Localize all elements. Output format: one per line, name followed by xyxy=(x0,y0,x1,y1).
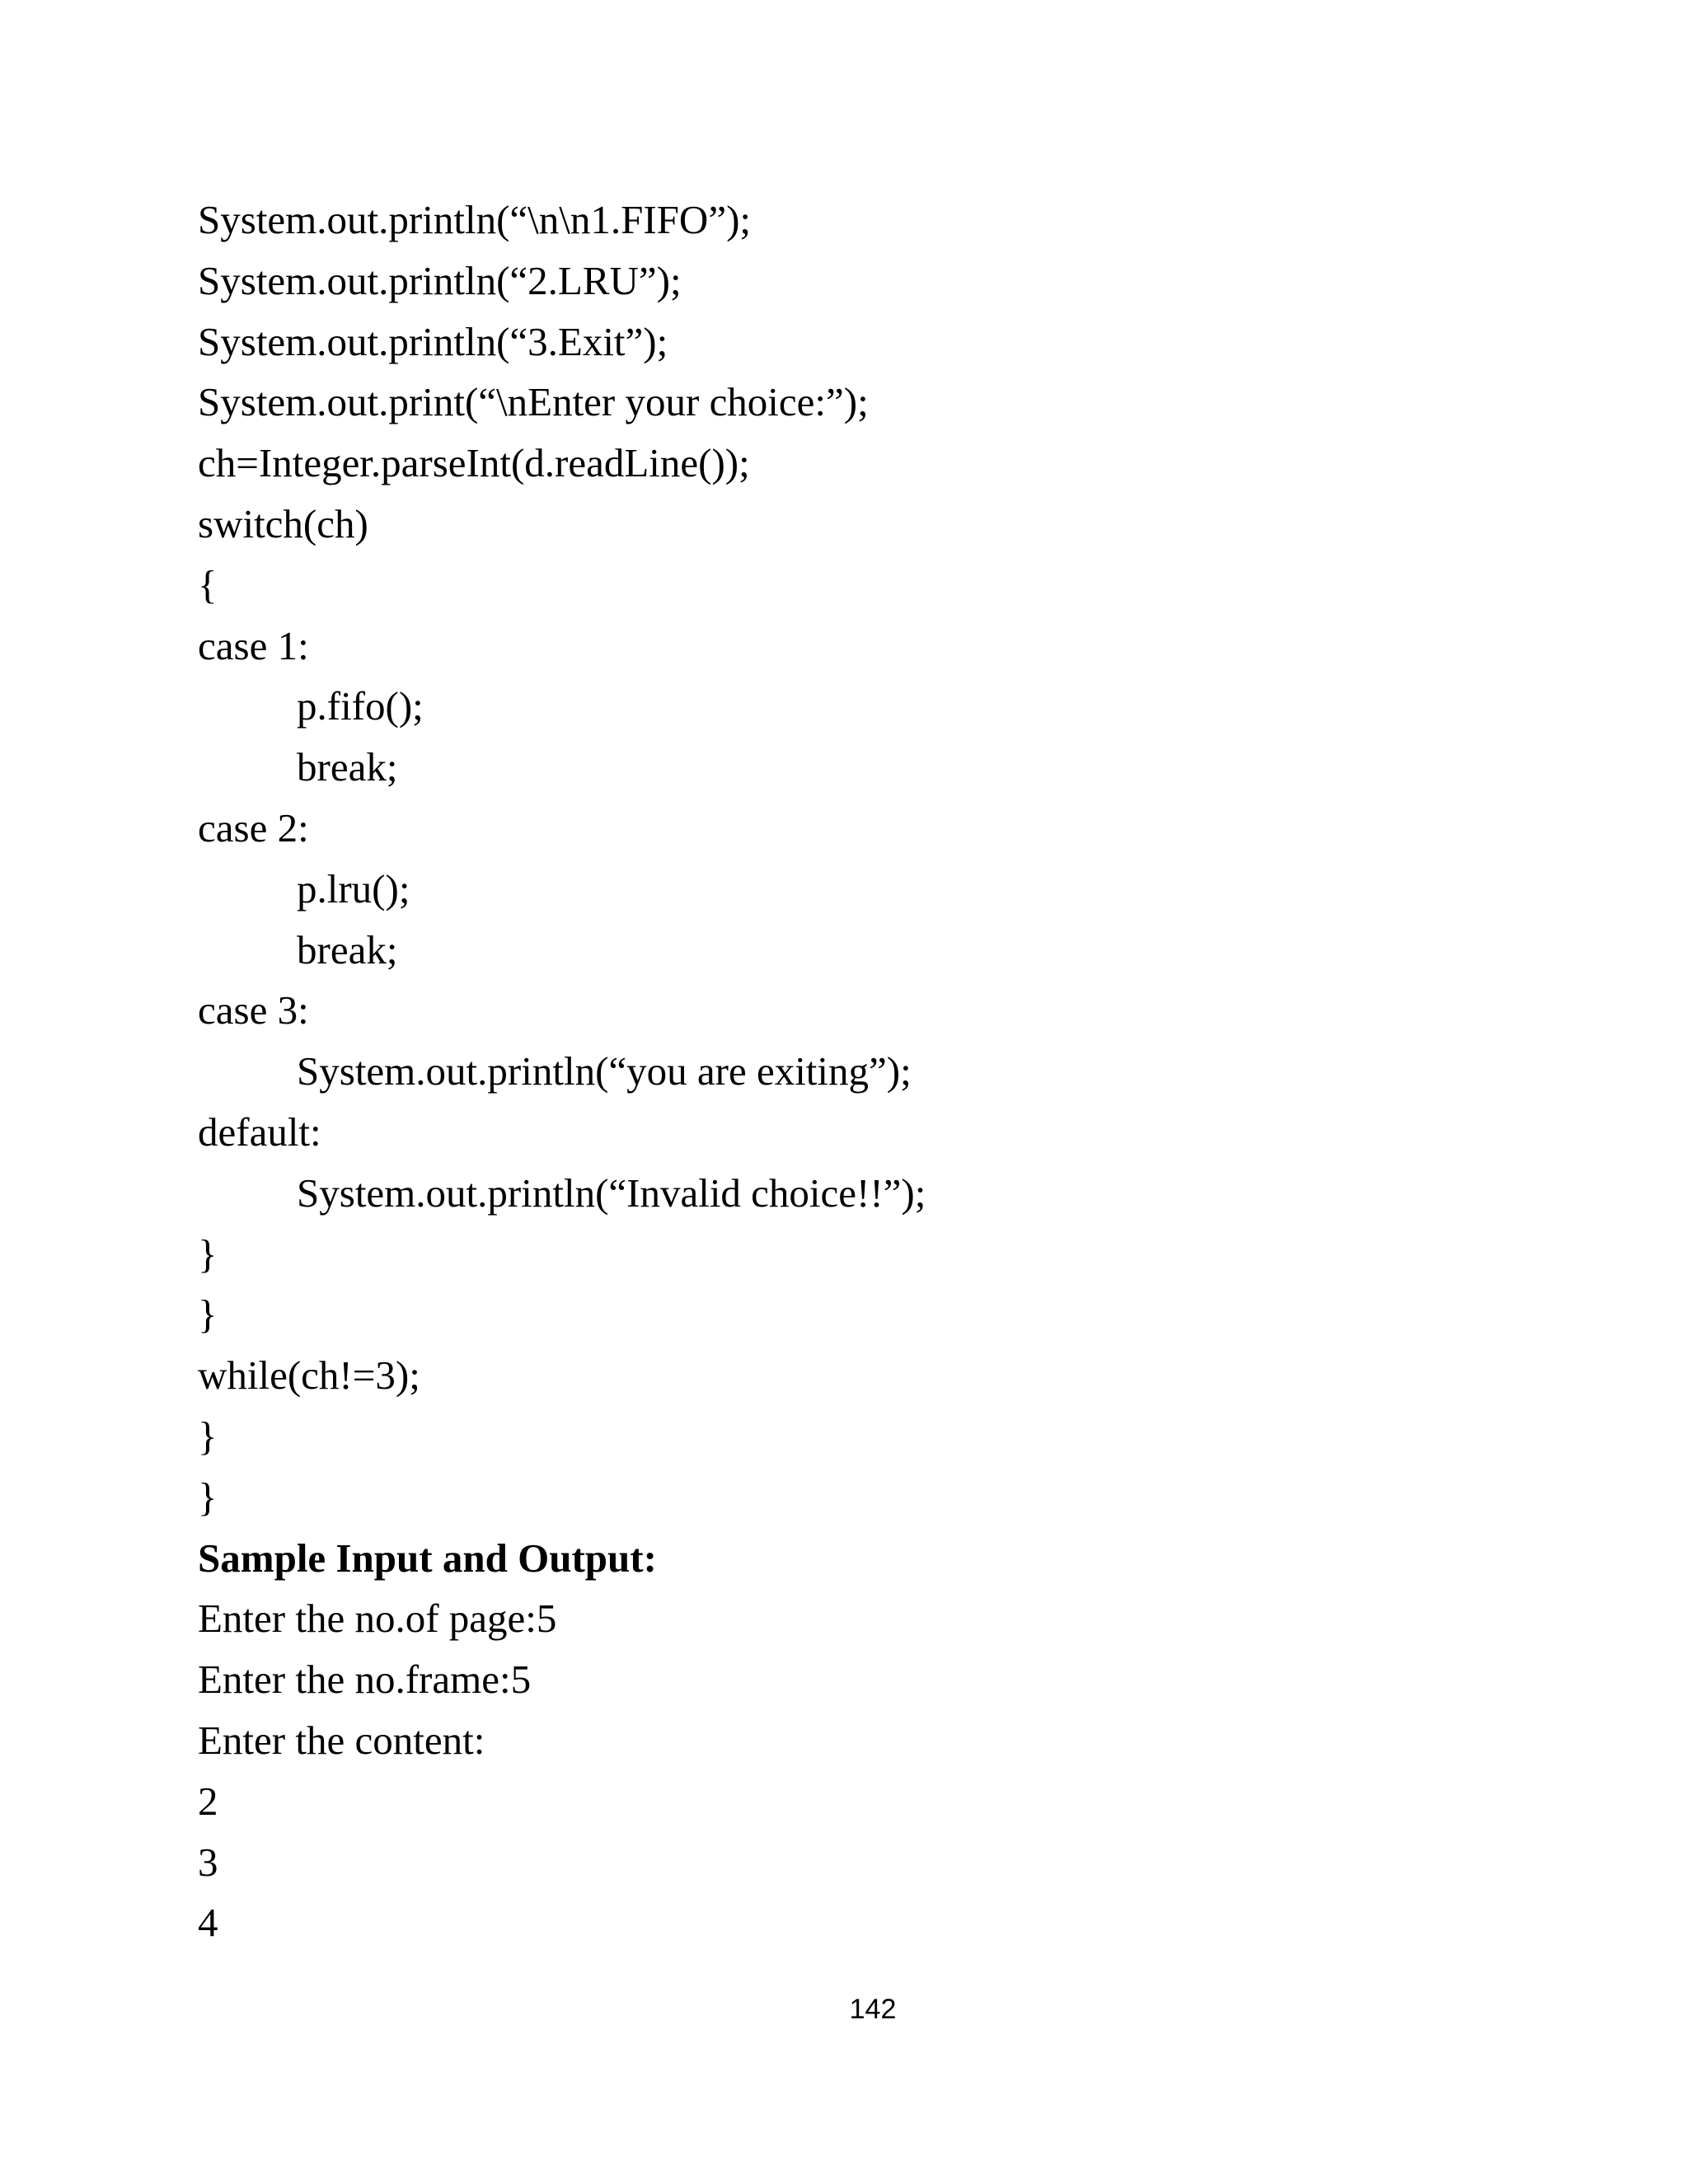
code-line: } xyxy=(198,1474,218,1520)
code-line: ch=Integer.parseInt(d.readLine()); xyxy=(198,440,750,486)
code-line: { xyxy=(198,561,218,607)
code-line: break; xyxy=(297,744,398,790)
page-number: 142 xyxy=(849,1994,897,2025)
code-line: case 1: xyxy=(198,622,309,668)
code-line: System.out.println(“Invalid choice!!”); xyxy=(297,1169,926,1216)
code-line: } xyxy=(198,1230,218,1277)
code-line: break; xyxy=(297,926,398,972)
sample-line: 2 xyxy=(198,1778,218,1824)
page-content xyxy=(198,190,1517,1953)
code-line: System.out.println(“\n\n1.FIFO”); xyxy=(198,197,751,242)
code-line: default: xyxy=(198,1108,321,1155)
sample-line: Enter the no.of page:5 xyxy=(198,1596,557,1642)
code-line: System.out.println(“you are exiting”); xyxy=(297,1048,912,1094)
code-line: case 2: xyxy=(198,804,309,851)
sample-line: 3 xyxy=(198,1839,218,1885)
code-line: switch(ch) xyxy=(198,500,368,546)
code-line: System.out.print(“\nEnter your choice:”); xyxy=(198,379,869,425)
code-line: p.lru(); xyxy=(297,865,410,912)
code-line: p.fifo(); xyxy=(297,683,424,729)
code-line: } xyxy=(198,1291,218,1338)
code-line: } xyxy=(198,1413,218,1459)
code-line: case 3: xyxy=(198,987,309,1033)
code-line: System.out.println(“2.LRU”); xyxy=(198,257,682,303)
sample-line: Enter the no.frame:5 xyxy=(198,1657,532,1703)
sample-line: 4 xyxy=(198,1900,218,1946)
code-line: while(ch!=3); xyxy=(198,1352,420,1399)
sample-heading: Sample Input and Output: xyxy=(198,1535,657,1581)
code-line: System.out.println(“3.Exit”); xyxy=(198,318,668,364)
sample-line: Enter the content: xyxy=(198,1717,485,1763)
